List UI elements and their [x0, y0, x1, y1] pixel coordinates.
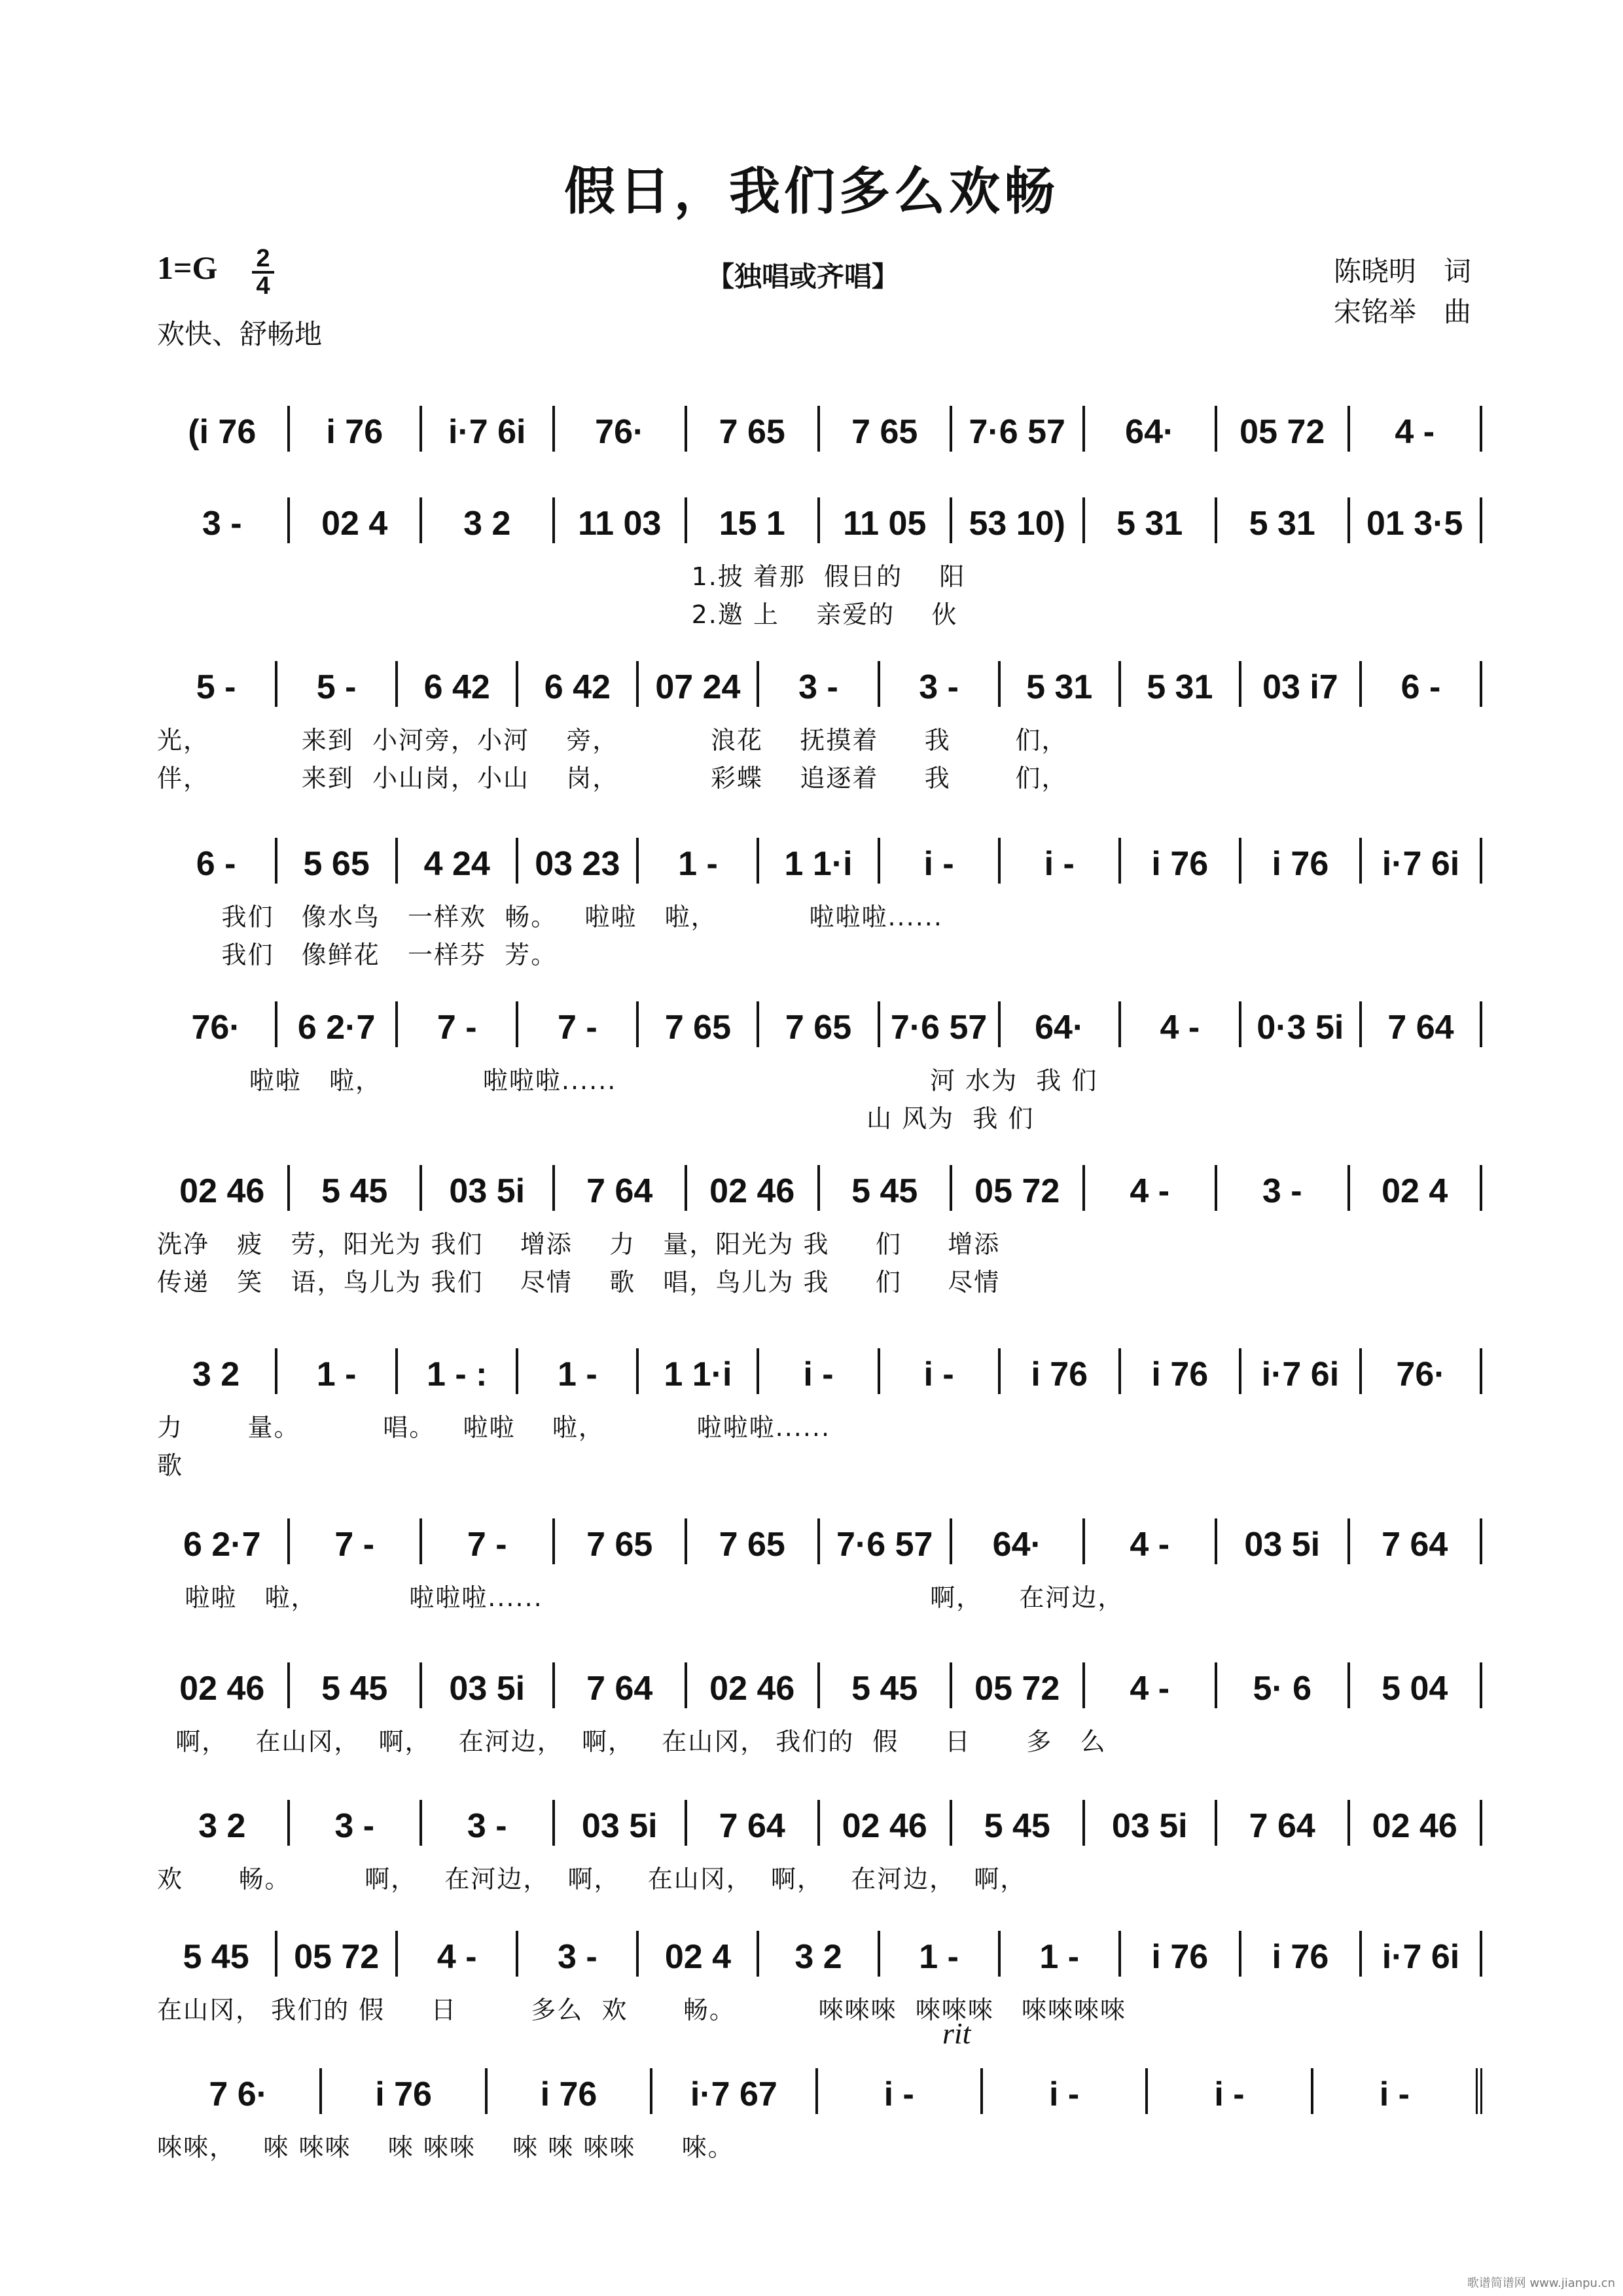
measure: 1 1·i [759, 838, 880, 884]
measure: 02 4 [290, 497, 423, 543]
tempo-marking: 欢快、舒畅地 [157, 318, 323, 350]
measure: 03 5i [1085, 1800, 1218, 1846]
measure: 02 4 [639, 1931, 759, 1977]
measure: 6 - [1362, 661, 1482, 707]
watermark: 歌谱简谱网 www.jianpu.cn [1467, 2276, 1615, 2290]
measure: 3 2 [422, 497, 555, 543]
measure: 02 46 [157, 1165, 290, 1211]
lyric-line: 1.披 着那 假日的 阳 [157, 562, 966, 591]
lyric-line: 欢 畅。 啊， 在河边， 啊， 在山冈， 啊， 在河边， 啊， [157, 1865, 1027, 1893]
measure: 3 - [290, 1800, 423, 1846]
measure: 7 64 [555, 1165, 688, 1211]
measure: 3 - [1217, 1165, 1350, 1211]
measure: 7 65 [555, 1518, 688, 1564]
measure: 02 4 [1350, 1165, 1483, 1211]
lyric-line: 伴， 来到 小山岗，小山 岗， 彩蝶 追逐着 我 们， [157, 764, 1068, 793]
measure: 02 46 [687, 1662, 820, 1708]
measure: 5 31 [1121, 661, 1241, 707]
measure: 4 - [1350, 406, 1483, 452]
notes-line [157, 838, 1482, 884]
measure: 5 45 [820, 1165, 953, 1211]
measure: 64· [1001, 1001, 1121, 1047]
measure: i 76 [1001, 1348, 1121, 1394]
measure: 76· [1362, 1348, 1482, 1394]
measure: 3 - [518, 1931, 639, 1977]
ritardando-mark: rit [942, 2017, 971, 2050]
lyric-line: 传递 笑 语，鸟儿为 我们 尽情 歌 唱，鸟儿为 我 们 尽情 [157, 1268, 1001, 1297]
measure: i - [1001, 838, 1121, 884]
measure: 5 45 [290, 1165, 423, 1211]
measure: 1 - [1001, 1931, 1121, 1977]
measure: 0·3 5i [1241, 1001, 1362, 1047]
notes-line [157, 1001, 1482, 1047]
measure: 03 5i [1217, 1518, 1350, 1564]
measure: 7 6· [157, 2068, 322, 2114]
measure: i·7 6i [422, 406, 555, 452]
time-sig-bottom: 4 [256, 272, 270, 300]
measure: 6 42 [518, 661, 639, 707]
measure: 01 3·5 [1350, 497, 1483, 543]
measure: 7 65 [759, 1001, 880, 1047]
song-title: 假日，我们多么欢畅 [563, 162, 1059, 221]
measure: 4 - [1085, 1518, 1218, 1564]
measure: i - [1313, 2068, 1482, 2114]
lyric-line: 洗净 疲 劳，阳光为 我们 增添 力 量，阳光为 我 们 增添 [157, 1230, 1001, 1259]
measure: 4 - [398, 1931, 518, 1977]
measure: 7 65 [687, 406, 820, 452]
key-signature: 1=G [157, 249, 218, 286]
measure: 5 45 [157, 1931, 277, 1977]
notes-line [157, 497, 1482, 543]
measure: 7 - [422, 1518, 555, 1564]
measure: 5 45 [820, 1662, 953, 1708]
measure: 05 72 [952, 1165, 1085, 1211]
measure: 5 31 [1085, 497, 1218, 543]
measure: 3 - [880, 661, 1001, 707]
notes-line [157, 1348, 1482, 1394]
measure: 1 - [518, 1348, 639, 1394]
notes-line [157, 1662, 1482, 1708]
measure: 3 2 [157, 1800, 290, 1846]
measure: 7 64 [555, 1662, 688, 1708]
notes-line [157, 661, 1482, 707]
lyric-line: 唻唻， 唻 唻唻 唻 唻唻 唻 唻 唻唻 唻。 [157, 2133, 734, 2162]
measure: 7·6 57 [880, 1001, 1001, 1047]
measure: 03 5i [422, 1165, 555, 1211]
measure: 1 - [639, 838, 759, 884]
notes-line [157, 1518, 1482, 1564]
measure: i - [759, 1348, 880, 1394]
measure: 3 - [759, 661, 880, 707]
lyric-line: 啊， 在山冈， 啊， 在河边， 啊， 在山冈， 我们的 假 日 多 么 [157, 1727, 1107, 1756]
measure: 03 5i [422, 1662, 555, 1708]
lyric-line: 啦啦 啦， 啦啦啦...... 啊， 在河边， [157, 1583, 1124, 1612]
lyric-line: 歌 [157, 1451, 184, 1480]
lyric-line: 山 风为 我 们 [157, 1104, 1035, 1133]
measure: 3 - [422, 1800, 555, 1846]
measure: 6 - [157, 838, 277, 884]
measure: 1 - [277, 1348, 398, 1394]
lyric-line: 光， 来到 小河旁，小河 旁， 浪花 抚摸着 我 们， [157, 726, 1068, 755]
lyric-line: 力 量。 唱。 啦啦 啦， 啦啦啦...... [157, 1413, 831, 1442]
measure: i - [1148, 2068, 1313, 2114]
measure: i·7 6i [1241, 1348, 1362, 1394]
lyric-line: 啦啦 啦， 啦啦啦...... 河 水为 我 们 [157, 1066, 1098, 1095]
measure: i 76 [1241, 838, 1362, 884]
time-signature [252, 245, 274, 300]
measure: 7 64 [1217, 1800, 1350, 1846]
measure: 07 24 [639, 661, 759, 707]
measure: 5 45 [952, 1800, 1085, 1846]
measure: i·7 6i [1362, 838, 1482, 884]
measure: 4 - [1085, 1165, 1218, 1211]
measure: 5· 6 [1217, 1662, 1350, 1708]
lyricist: 陈晓明 词 [1333, 255, 1471, 287]
measure: 64· [952, 1518, 1085, 1564]
notes-line [157, 1931, 1482, 1977]
measure: 3 2 [759, 1931, 880, 1977]
notes-line [157, 1800, 1482, 1846]
measure: 7 64 [687, 1800, 820, 1846]
measure: 02 46 [687, 1165, 820, 1211]
measure: i 76 [1121, 838, 1241, 884]
measure: 7 65 [820, 406, 953, 452]
measure: 11 03 [555, 497, 688, 543]
measure: i 76 [322, 2068, 487, 2114]
measure: 7 - [290, 1518, 423, 1564]
measure: 11 05 [820, 497, 953, 543]
measure: 76· [157, 1001, 277, 1047]
notes-line [157, 2068, 1482, 2114]
notes-line [157, 406, 1482, 452]
measure: 76· [555, 406, 688, 452]
measure: 7·6 57 [820, 1518, 953, 1564]
measure: 53 10) [952, 497, 1085, 543]
measure: 3 2 [157, 1348, 277, 1394]
performance-form: 【独唱或齐唱】 [707, 260, 900, 293]
measure: i - [818, 2068, 983, 2114]
measure: 03 i7 [1241, 661, 1362, 707]
measure: 7 65 [639, 1001, 759, 1047]
time-sig-top: 2 [256, 245, 270, 272]
measure: 1 - : [398, 1348, 518, 1394]
measure: i - [983, 2068, 1148, 2114]
measure: (i 76 [157, 406, 290, 452]
measure: 64· [1085, 406, 1218, 452]
measure: 03 23 [518, 838, 639, 884]
measure: 6 2·7 [277, 1001, 398, 1047]
measure: 05 72 [1217, 406, 1350, 452]
measure: 15 1 [687, 497, 820, 543]
measure: 6 2·7 [157, 1518, 290, 1564]
measure: 7 - [398, 1001, 518, 1047]
measure: 5 - [277, 661, 398, 707]
measure: 7 - [518, 1001, 639, 1047]
measure: 5 45 [290, 1662, 423, 1708]
measure: i - [880, 838, 1001, 884]
lyric-line: 在山冈， 我们的 假 日 多么 欢 畅。 唻唻唻 唻唻唻 唻唻唻唻 [157, 1996, 1126, 2024]
credits [1334, 251, 1471, 332]
notes-line [157, 1165, 1482, 1211]
measure: 7 64 [1362, 1001, 1482, 1047]
measure: 5 65 [277, 838, 398, 884]
measure: 1 - [880, 1931, 1001, 1977]
measure: i·7 67 [652, 2068, 817, 2114]
measure: i 76 [1121, 1931, 1241, 1977]
measure: 05 72 [277, 1931, 398, 1977]
measure: 4 24 [398, 838, 518, 884]
measure: 1 1·i [639, 1348, 759, 1394]
measure: 4 - [1085, 1662, 1218, 1708]
measure: i 76 [1241, 1931, 1362, 1977]
composer: 宋铭举 曲 [1333, 296, 1471, 328]
measure: 02 46 [1350, 1800, 1483, 1846]
measure: i 76 [290, 406, 423, 452]
measure: i 76 [488, 2068, 652, 2114]
lyric-line: 我们 像鲜花 一样芬 芳。 [157, 941, 558, 969]
measure: i·7 6i [1362, 1931, 1482, 1977]
measure: 5 04 [1350, 1662, 1483, 1708]
measure: 02 46 [820, 1800, 953, 1846]
measure: 7 65 [687, 1518, 820, 1564]
measure: 5 - [157, 661, 277, 707]
measure: 7·6 57 [952, 406, 1085, 452]
lyric-line: 2.邀 上 亲爱的 伙 [157, 600, 958, 629]
measure: 03 5i [555, 1800, 688, 1846]
measure: 6 42 [398, 661, 518, 707]
measure: 5 31 [1001, 661, 1121, 707]
measure: i - [880, 1348, 1001, 1394]
lyric-line: 我们 像水鸟 一样欢 畅。 啦啦 啦， 啦啦啦...... [157, 903, 943, 931]
measure: 3 - [157, 497, 290, 543]
measure: 4 - [1121, 1001, 1241, 1047]
measure: 5 31 [1217, 497, 1350, 543]
measure: 7 64 [1350, 1518, 1483, 1564]
measure: 02 46 [157, 1662, 290, 1708]
measure: 05 72 [952, 1662, 1085, 1708]
measure: i 76 [1121, 1348, 1241, 1394]
